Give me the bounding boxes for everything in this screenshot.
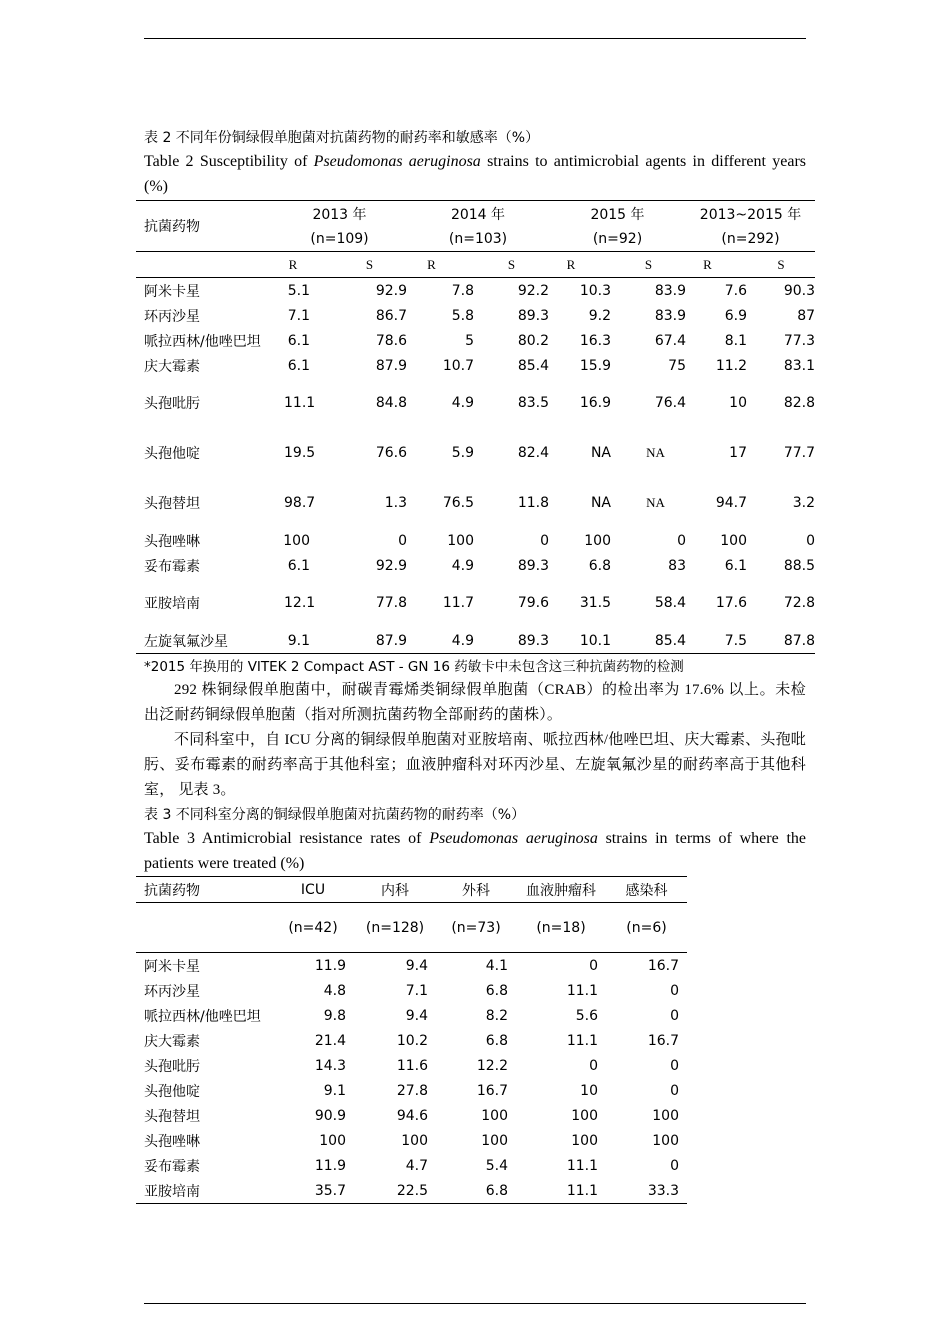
table2-value: 85.4 [517,357,549,374]
table-row [136,1178,687,1204]
table2-value: 7.5 [724,632,747,649]
table2-value: NA [646,495,665,510]
table2-year-header: 2013~2015 年 [699,206,802,223]
table2-value: 89.3 [517,307,549,324]
table3-n-header: (n=18) [536,919,586,936]
table2-rs-header: R [703,256,712,272]
table3 [136,876,687,1204]
table-row [136,953,687,979]
table2-value: 0 [398,532,407,549]
table3-caption-en [144,826,806,876]
table2-value: 67.4 [654,332,686,349]
table3-value: 14.3 [314,1057,346,1074]
table2-drug-name: 左旋氧氟沙星 [144,633,228,650]
table2-value: 77.8 [375,595,407,611]
table-row [136,1028,687,1053]
table3-value: 16.7 [476,1082,508,1099]
table3-dept-header: 血液肿瘤科 [526,882,596,899]
table-row [136,278,815,304]
table2-value: 82.4 [517,445,549,461]
table2-value: 100 [584,532,611,549]
table3-value: 10 [580,1082,598,1099]
table3-value: 0 [670,1082,679,1099]
paragraph-2: 不同科室中，自 ICU 分离的铜绿假单胞菌对亚胺培南、哌拉西林/他唑巴坦、庆大霉素、头孢吡肟、妥布霉素的耐药率高于其他科室；血液肿瘤科对环丙沙星、左旋氧氟沙星的耐药率高于其他科室， 见表 3。 [144,732,806,798]
table3-value: 0 [670,1157,679,1174]
table3-value: 9.4 [405,1007,428,1024]
table2-caption-en-pre: Table 2 Susceptibility of [144,153,314,170]
table2-value: 100 [720,532,747,549]
table3-value: 21.4 [314,1032,346,1049]
table2-rs-row [136,252,815,278]
table3-caption-en-pre: Table 3 Antimicrobial resistance rates of [144,830,430,847]
table-row [136,528,815,553]
table3-drug-name: 阿米卡星 [144,958,200,975]
table3-body [136,953,687,1204]
table3-value: 8.2 [485,1007,508,1024]
table2-value: 6.1 [287,332,310,349]
paragraph-1: 292 株铜绿假单胞菌中，耐碳青霉烯类铜绿假单胞菌（CRAB）的检出率为 17.6% 以上。未检出泛耐药铜绿假单胞菌（指对所测抗菌药物全部耐药的菌株）。 [144,682,806,723]
table2-drug-name: 阿米卡星 [144,283,200,300]
table-row [136,578,815,628]
table3-dept-header: 内科 [381,882,409,899]
table2-value: 3.2 [792,495,816,511]
table2-value: 0 [677,532,686,549]
table2-value: 17 [729,445,747,461]
table2-rs-header: R [427,256,436,272]
table3-value: 11.9 [314,957,346,974]
table3-caption-en-post: strains in terms of where the patients were treated (%) [144,830,806,872]
table3-value: 0 [589,957,598,974]
table2-year-header: 2013 年 [312,206,367,223]
table3-value: 4.1 [485,957,508,974]
table3-header-row [136,877,687,903]
table-row [136,428,815,478]
table2-value: 17.6 [715,595,747,611]
table2-drug-name: 头孢替坦 [144,496,200,512]
table2-value: 87.9 [375,632,407,649]
table2-value: 10.3 [579,282,611,299]
table2-value: 75 [668,357,686,374]
table2-value: 9.1 [287,632,310,649]
table3-n-row [136,903,687,953]
table3-n-blank [136,903,272,953]
table-row [136,378,815,428]
table3-caption-zh: 表 3 不同科室分离的铜绿假单胞菌对抗菌药物的耐药率（%） [144,807,526,823]
table2-value: 89.3 [517,557,549,574]
table2-value: 83.9 [654,307,686,324]
table2-value: 90.3 [783,282,816,299]
table2-value: 12.1 [284,594,316,611]
table-row [136,1103,687,1128]
table2-value: 92.2 [517,282,549,299]
table2-caption-zh: 表 2 不同年份铜绿假单胞菌对抗菌药物的耐药率和敏感率（%） [144,130,540,146]
table2-value: 4.9 [451,395,474,411]
table3-n-header: (n=128) [365,919,425,936]
table2-year-header: 2015 年 [590,206,645,223]
table3-drug-header: 抗菌药物 [144,882,200,899]
table2-value: 5.1 [287,282,310,299]
table2-drug-name: 环丙沙星 [144,308,200,325]
table3-drug-name: 头孢替坦 [144,1108,200,1125]
table3-value: 11.1 [566,1182,598,1199]
table2-value: NA [590,495,611,511]
table3-value: 0 [589,1057,598,1074]
table2-value: 5.8 [451,307,474,324]
table2-n-header: (n=92) [592,230,643,247]
table3-value: 100 [481,1132,508,1149]
table2-value: 19.5 [284,444,316,461]
table2-value: 10.1 [579,632,611,649]
table-row [136,1078,687,1103]
table2-value: 11.8 [517,495,549,511]
table2-value: 72.8 [783,595,816,611]
table3-value: 11.6 [396,1057,428,1074]
table2-value: 0 [806,532,816,549]
table3-value: 100 [652,1107,679,1124]
table2-n-header: (n=292) [721,230,780,247]
table2-value: 76.6 [375,445,407,461]
table3-value: 100 [571,1132,598,1149]
table2-value: 83.1 [783,357,816,374]
table3-value: 9.1 [323,1082,346,1099]
table2-value: 11.2 [715,357,747,374]
table2-value: 8.1 [724,332,747,349]
table2-value: 83.9 [654,282,686,299]
table2-rs-header: R [288,256,298,272]
table2-value: 6.1 [287,357,310,374]
table2-value: 9.2 [588,307,611,324]
table3-value: 10.2 [396,1032,428,1049]
table3-value: 94.6 [396,1107,428,1124]
table3-n-header: (n=6) [626,919,667,936]
table-row [136,328,815,353]
table2-value: 100 [283,532,310,549]
table-row [136,1153,687,1178]
table2-drug-name: 庆大霉素 [144,358,200,375]
table3-drug-name: 妥布霉素 [144,1158,200,1175]
table-row [136,478,815,528]
table2-value: 58.4 [654,595,686,611]
table3-value: 100 [319,1132,346,1149]
table3-value: 33.3 [647,1182,679,1199]
table3-n-header: (n=73) [451,919,501,936]
table2-drug-name: 头孢他啶 [144,446,200,462]
table3-drug-name: 头孢唑啉 [144,1133,200,1150]
table2-header-row [136,201,815,227]
table3-n-header: (n=42) [288,919,338,936]
table3-value: 16.7 [647,1032,679,1049]
table2-value: 76.4 [654,395,686,411]
table2-value: 87 [797,307,816,324]
table2-caption-en-post: strains to antimicrobial agents in different years (%) [144,153,806,195]
table-row [136,628,815,654]
table2-value: 6.8 [588,557,611,574]
table2-value: 94.7 [715,495,747,511]
table2-value: 85.4 [654,632,686,649]
table2 [136,200,815,654]
table2-value: 6.9 [724,307,747,324]
table2-value: 4.9 [451,557,474,574]
table2-value: 7.8 [451,282,474,299]
table2-value: 11.1 [284,394,316,411]
table3-value: 0 [670,1057,679,1074]
table-row [136,1128,687,1153]
table2-value: 0 [540,532,549,549]
table2-value: 31.5 [579,595,611,611]
table2-footnote: *2015 年换用的 VITEK 2 Compact AST - GN 16 药敏卡中未包含这三种抗菌药物的检测 [144,659,684,675]
table-row [136,303,815,328]
table2-value: 15.9 [579,357,611,374]
table3-value: 7.1 [405,982,428,999]
table2-drug-name: 妥布霉素 [144,558,200,575]
table2-value: 7.1 [287,307,310,324]
table3-value: 0 [670,1007,679,1024]
table2-value: 5 [465,332,474,349]
table-row [136,1003,687,1028]
table3-dept-header: ICU [300,881,326,898]
table2-value: 6.1 [724,557,747,574]
table2-value: 88.5 [783,557,816,574]
table3-value: 11.1 [566,1157,598,1174]
table3-value: 16.7 [647,957,679,974]
table2-drug-header: 抗菌药物 [144,219,200,235]
table2-value: 7.6 [724,282,747,299]
table3-caption-en-species: Pseudomonas aeruginosa [429,830,598,847]
table-row [136,553,815,578]
table2-value: 11.7 [442,595,474,611]
table2-value: 98.7 [284,494,316,511]
table3-value: 35.7 [314,1182,346,1199]
table2-value: 92.9 [375,557,407,574]
table2-rs-header: S [777,256,785,272]
table-row [136,1053,687,1078]
table2-rs-header: S [644,256,653,272]
table3-drug-name: 环丙沙星 [144,983,200,1000]
table2-n-header: (n=109) [310,230,369,247]
page-footer-rule [144,1303,806,1304]
table2-value: 89.3 [517,632,549,649]
table2-value: 10 [729,395,747,411]
table3-value: 4.7 [405,1157,428,1174]
table3-dept-header: 感染科 [625,882,668,899]
table3-value: 6.8 [485,982,508,999]
table2-value: 83 [668,557,686,574]
table2-value: 100 [447,532,474,549]
table3-value: 0 [670,982,679,999]
table3-value: 22.5 [396,1182,428,1199]
table2-value: 6.1 [287,557,310,574]
table2-value: 16.9 [579,395,611,411]
table3-dept-header: 外科 [462,882,490,899]
page-header-rule [144,38,806,39]
table2-value: 87.8 [783,632,816,649]
table3-value: 100 [652,1132,679,1149]
table2-value: 80.2 [517,332,549,349]
table2-value: 76.5 [442,495,474,511]
table3-value: 4.8 [323,982,346,999]
table-row [136,978,687,1003]
table2-value: NA [590,445,611,461]
table3-value: 27.8 [396,1082,428,1099]
table3-value: 11.1 [566,982,598,999]
table2-value: NA [646,445,665,460]
table3-drug-name: 哌拉西林/他唑巴坦 [144,1008,261,1025]
table3-value: 11.1 [566,1032,598,1049]
table3-value: 100 [571,1107,598,1124]
table3-value: 90.9 [314,1107,346,1124]
table2-rs-blank [136,252,272,278]
table2-n-header: (n=103) [448,230,508,247]
table2-value: 82.8 [783,395,816,411]
table3-drug-name: 庆大霉素 [144,1033,200,1050]
table2-value: 5.9 [451,445,474,461]
table2-value: 92.9 [375,282,407,299]
table2-value: 10.7 [442,357,474,374]
table3-value: 6.8 [485,1032,508,1049]
table2-drug-name: 亚胺培南 [144,596,200,612]
table2-drug-name: 哌拉西林/他唑巴坦 [144,333,261,350]
table2-value: 79.6 [517,595,549,611]
table2-value: 83.5 [517,395,549,411]
table2-rs-header: S [365,256,374,272]
table2-rs-header: R [566,256,576,272]
table3-value: 12.2 [476,1057,508,1074]
table3-drug-name: 头孢吡肟 [144,1058,200,1075]
table-row [136,353,815,378]
table3-value: 6.8 [485,1182,508,1199]
table2-rs-header: S [507,256,516,272]
table2-value: 16.3 [579,332,611,349]
table3-value: 9.8 [323,1007,346,1024]
table3-value: 5.6 [575,1007,598,1024]
table3-value: 5.4 [485,1157,508,1174]
table2-value: 4.9 [451,632,474,649]
table3-value: 100 [481,1107,508,1124]
table3-value: 9.4 [405,957,428,974]
table2-drug-name: 头孢吡肟 [144,396,200,412]
table3-drug-name: 亚胺培南 [144,1183,200,1200]
table2-value: 77.3 [783,332,816,349]
table2-year-header: 2014 年 [450,206,506,223]
table2-value: 87.9 [375,357,407,374]
table2-value: 1.3 [384,495,407,511]
table2-value: 78.6 [375,332,407,349]
table3-drug-name: 头孢他啶 [144,1083,200,1100]
table2-value: 84.8 [375,395,407,411]
table2-value: 77.7 [783,445,816,461]
table2-caption-en-species: Pseudomonas aeruginosa [313,153,481,170]
table3-value: 100 [401,1132,428,1149]
table2-body [136,278,815,654]
table2-value: 86.7 [375,307,407,324]
table2-caption-en [144,149,806,199]
table3-value: 11.9 [314,1157,346,1174]
table2-drug-name: 头孢唑啉 [144,533,200,550]
